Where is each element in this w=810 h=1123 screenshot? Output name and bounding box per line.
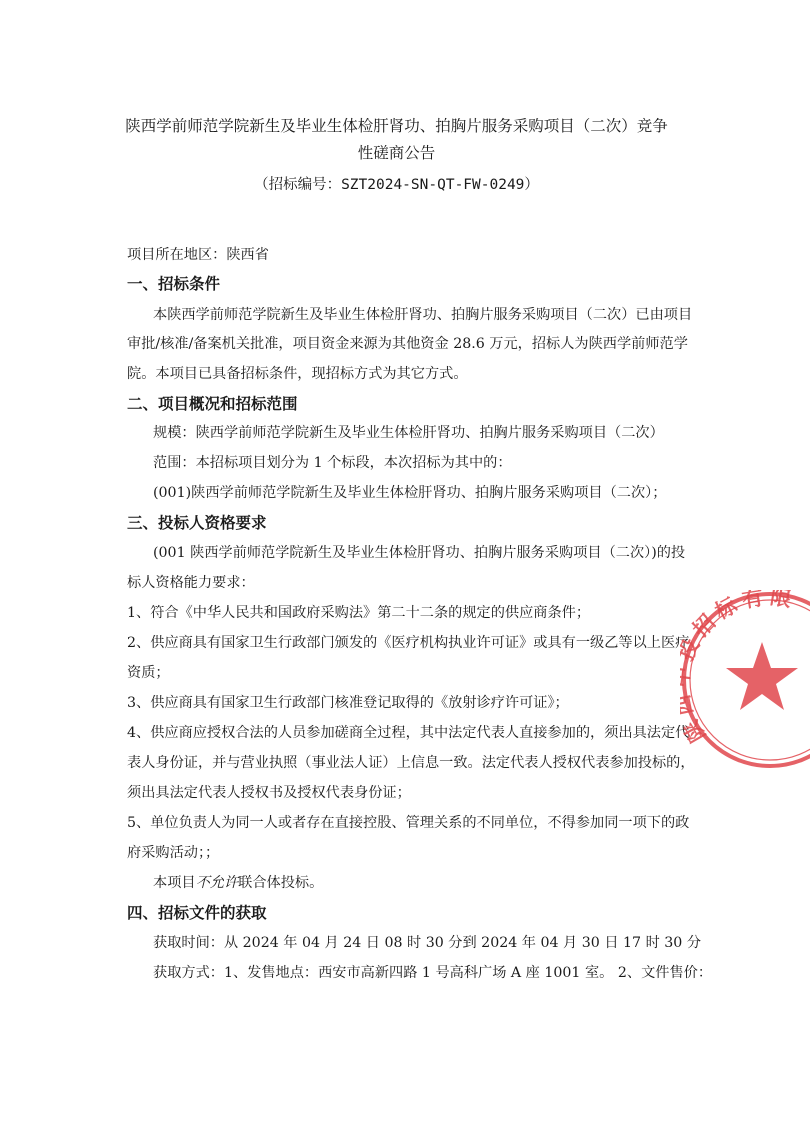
doc-number: （招标编号：SZT2024-SN-QT-FW-0249） [254, 177, 539, 193]
consortium-pre: 本项目 [153, 875, 196, 891]
requirement-item: 3、供应商具有国家卫生行政部门核准登记取得的《放射诊疗许可证》； [127, 695, 569, 711]
consortium-post: 联合体投标。 [238, 875, 324, 891]
requirement-item: 须出具法定代表人授权书及授权代表身份证； [127, 785, 411, 801]
acquire-time: 获取时间：从 2024 年 04 月 24 日 08 时 30 分到 2024 年 04 月 30 日 17 时 30 分 [153, 935, 702, 951]
section-1-para: 院。本项目已具备招标条件，现招标方式为其它方式。 [127, 366, 468, 382]
doc-title-line2: 性磋商公告 [357, 144, 436, 162]
section-2-range: 范围：本招标项目划分为 1 个标段，本次招标为其中的： [153, 455, 512, 471]
project-region: 项目所在地区：陕西省 [127, 247, 269, 263]
requirement-item: 表人身份证，并与营业执照（事业法人证）上信息一致。法定代表人授权代表参加投标的， [127, 755, 695, 771]
company-seal [680, 590, 810, 770]
consortium-note [153, 873, 323, 893]
section-3-heading: 三、投标人资格要求 [127, 514, 267, 532]
section-2-scale: 规模：陕西学前师范学院新生及毕业生体检肝肾功、拍胸片服务采购项目（二次） [153, 425, 664, 441]
requirement-item: 资质； [127, 665, 170, 681]
consortium-status: 不允许 [195, 875, 239, 891]
acquire-method: 获取方式：1、发售地点：西安市高新四路 1 号高科广场 A 座 1001 室。 2、文件售价： [153, 965, 713, 981]
seal-text: 招标有限 [688, 590, 799, 642]
requirement-item: 1、符合《中华人民共和国政府采购法》第二十二条的规定的供应商条件； [127, 605, 591, 621]
section-3-intro: (001 陕西学前师范学院新生及毕业生体检肝肾功、拍胸片服务采购项目（二次）)的投 [153, 545, 686, 561]
section-4-heading: 四、招标文件的获取 [127, 904, 267, 922]
requirement-item: 2、供应商具有国家卫生行政部门颁发的《医疗机构执业许可证》或具有一级乙等以上医疗 [127, 635, 690, 651]
doc-title-line1: 陕西学前师范学院新生及毕业生体检肝肾功、拍胸片服务采购项目（二次）竞争 [125, 117, 668, 135]
requirement-item: 4、供应商应授权合法的人员参加磋商全过程，其中法定代表人直接参加的，须出具法定代 [127, 725, 690, 741]
section-3-intro: 标人资格能力要求： [127, 575, 255, 591]
section-1-para: 本陕西学前师范学院新生及毕业生体检肝肾功、拍胸片服务采购项目（二次）已由项目 [153, 307, 693, 323]
section-2-heading: 二、项目概况和招标范围 [127, 395, 298, 413]
requirement-item: 府采购活动；； [127, 845, 220, 861]
section-1-heading: 一、招标条件 [127, 275, 221, 293]
seal-graphic [680, 590, 810, 770]
section-1-para: 审批/核准/备案机关批准，项目资金来源为其他资金 28.6 万元，招标人为陕西学前师范学 [127, 336, 688, 352]
requirement-item: 5、单位负责人为同一人或者存在直接控股、管理关系的不同单位，不得参加同一项下的政 [127, 815, 690, 831]
section-2-lot: (001)陕西学前师范学院新生及毕业生体检肝肾功、拍胸片服务采购项目（二次）； [153, 485, 667, 501]
